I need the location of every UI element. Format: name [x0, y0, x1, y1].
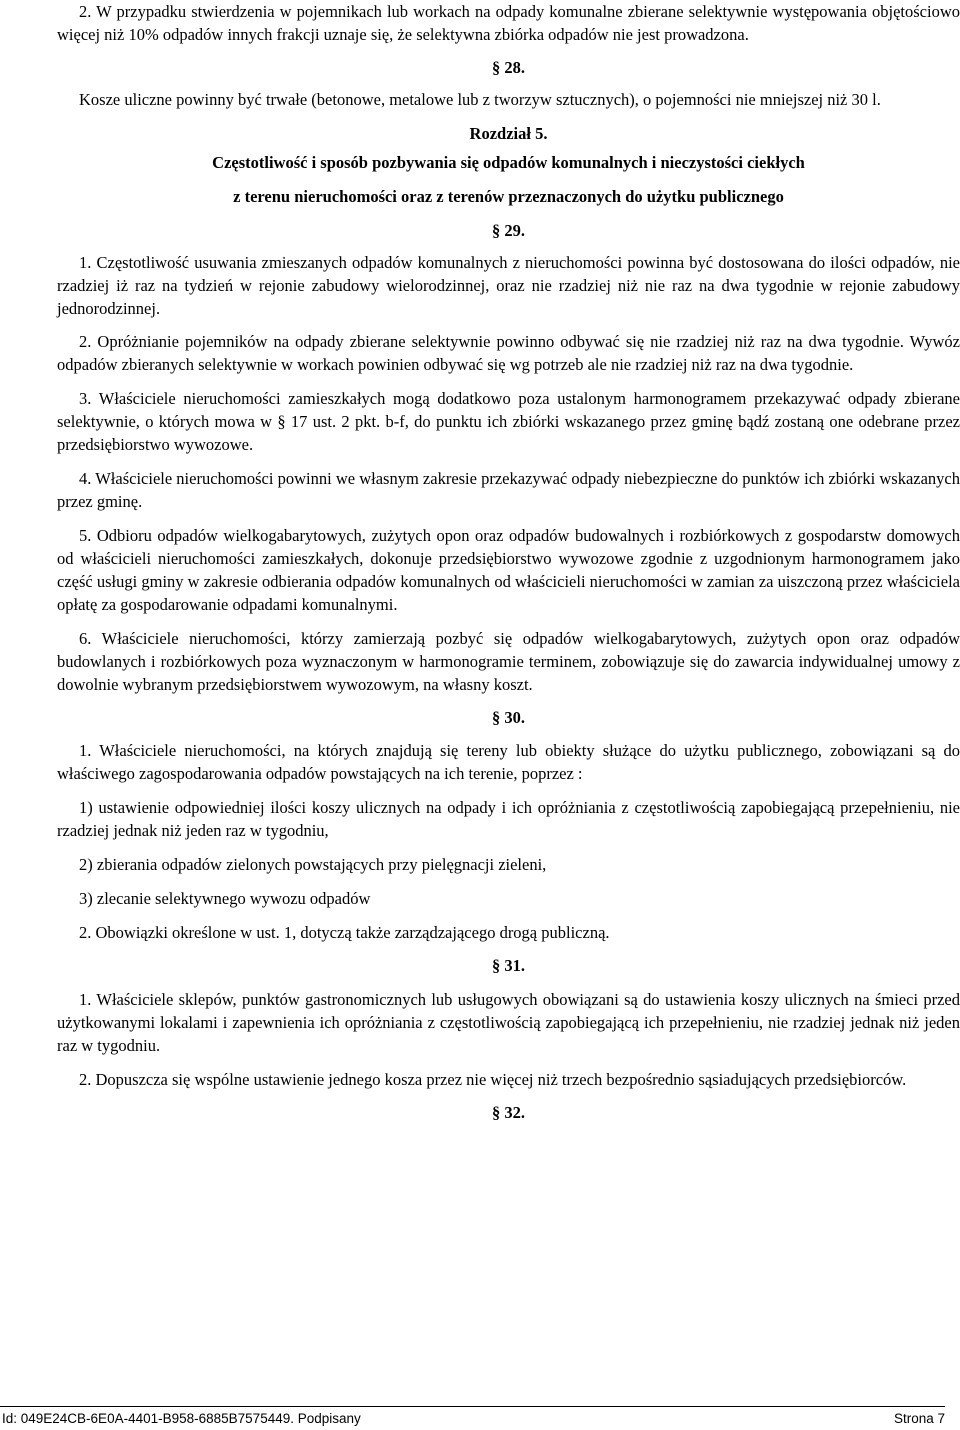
document-id: Id: 049E24CB-6E0A-4401-B958-6885B7575449. Podpisany [2, 1411, 361, 1426]
paragraph-27-2: 2. W przypadku stwierdzenia w pojemnikach lub workach na odpady komunalne zbierane selektywnie występowania objętościowo więcej niż 10% odpadów innych frakcji uznaje się, że selektywna zbiórka odpadów nie jest prowadzona. [57, 2, 960, 44]
paragraph-31-1: 1. Właściciele sklepów, punktów gastronomicznych lub usługowych obowiązani są do ustawienia koszy ulicznych na śmieci przed użytkowanymi lokalami i zapewnienia ich opróżniania z częstotliwością zapobiegającą ich przepełnieniu, nie rzadziej jednak niż jeden raz w tygodniu. [57, 990, 960, 1055]
document-page [57, 0, 960, 1124]
paragraph-29-4: 4. Właściciele nieruchomości powinni we własnym zakresie przekazywać odpady niebezpieczne do punktów ich zbiórki wskazanych przez gminę. [57, 469, 960, 511]
paragraph-29-5: 5. Odbioru odpadów wielkogabarytowych, zużytych opon oraz odpadów budowalnych i rozbiórkowych z gospodarstw domowych od właścicieli nieruchomości zamieszkałych, dokonuje przedsiębiorstwo wywozowe zgodnie z uzgodnionym harmonogramem jako część usługi gminy w zakresie odbierania odpadów komunalnych od właścicieli nieruchomości w zamian za uiszczoną przez właściciela opłatę za gospodarowanie odpadami komunalnymi. [57, 526, 960, 614]
paragraph-28: Kosze uliczne powinny być trwałe (betonowe, metalowe lub z tworzyw sztucznych), o pojemności nie mniejszej niż 30 l. [79, 90, 881, 109]
paragraph-30-1: 1. Właściciele nieruchomości, na których znajdują się tereny lub obiekty służące do użytku publicznego, zobowiązani są do właściwego zagospodarowania odpadów powstających na ich terenie, poprzez : [57, 741, 960, 783]
chapter-title-line-2: z terenu nieruchomości oraz z terenów przeznaczonych do użytku publicznego [233, 187, 784, 206]
paragraph-31-2: 2. Dopuszcza się wspólne ustawienie jednego kosza przez nie więcej niż trzech bezpośrednio sąsiadujących przedsiębiorców. [79, 1070, 907, 1089]
paragraph-29-2: 2. Opróżnianie pojemników na odpady zbierane selektywnie powinno odbywać się nie rzadziej niż raz na dwa tygodnie. Wywóz odpadów zbieranych selektywnie w workach powinien odbywać się wg potrzeb ale nie rzadziej niż raz na dwa tygodnie. [57, 332, 960, 374]
paragraph-30-2: 2. Obowiązki określone w ust. 1, dotyczą także zarządzającego drogą publiczną. [79, 923, 610, 942]
section-32-heading: § 32. [492, 1103, 525, 1122]
section-30-heading: § 30. [492, 708, 525, 727]
paragraph-30-1-item-3: 3) zlecanie selektywnego wywozu odpadów [79, 889, 371, 908]
chapter-title-line-1: Częstotliwość i sposób pozbywania się odpadów komunalnych i nieczystości ciekłych [212, 153, 805, 172]
paragraph-30-1-item-2: 2) zbierania odpadów zielonych powstających przy pielęgnacji zieleni, [79, 855, 547, 874]
section-28-heading: § 28. [492, 58, 525, 77]
chapter-heading: Rozdział 5. [469, 124, 548, 143]
section-29-heading: § 29. [492, 221, 525, 240]
page-footer [0, 1406, 945, 1429]
section-31-heading: § 31. [492, 956, 525, 975]
paragraph-30-1-item-1: 1) ustawienie odpowiedniej ilości koszy ulicznych na odpady i ich opróżniania z częstotliwością zapobiegającą przepełnieniu, nie rzadziej jednak niż jeden raz w tygodniu, [57, 798, 960, 840]
paragraph-29-3: 3. Właściciele nieruchomości zamieszkałych mogą dodatkowo poza ustalonym harmonogramem przekazywać odpady zbierane selektywnie, o których mowa w § 17 ust. 2 pkt. b-f, do punktu ich zbiórki wskazanego przez gminę bądź zostaną one odebrane przez przedsiębiorstwo wywozowe. [57, 389, 960, 454]
page-number: Strona 7 [893, 1411, 945, 1426]
paragraph-29-1: 1. Częstotliwość usuwania zmieszanych odpadów komunalnych z nieruchomości powinna być dostosowana do ilości odpadów, nie rzadziej iż raz na tydzień w rejonie zabudowy wielorodzinnej, oraz nie rzadziej niż nie raz na dwa tygodnie w rejonie zabudowy jednorodzinnej. [57, 253, 960, 318]
paragraph-29-6: 6. Właściciele nieruchomości, którzy zamierzają pozbyć się odpadów wielkogabarytowych, zużytych opon oraz odpadów budowlanych i rozbiórkowych poza wyznaczonym w harmonogramie terminem, zobowiązuje się do zawarcia indywidualnej umowy z dowolnie wybranym przedsiębiorstwem wywozowym, na własny koszt. [57, 629, 960, 694]
